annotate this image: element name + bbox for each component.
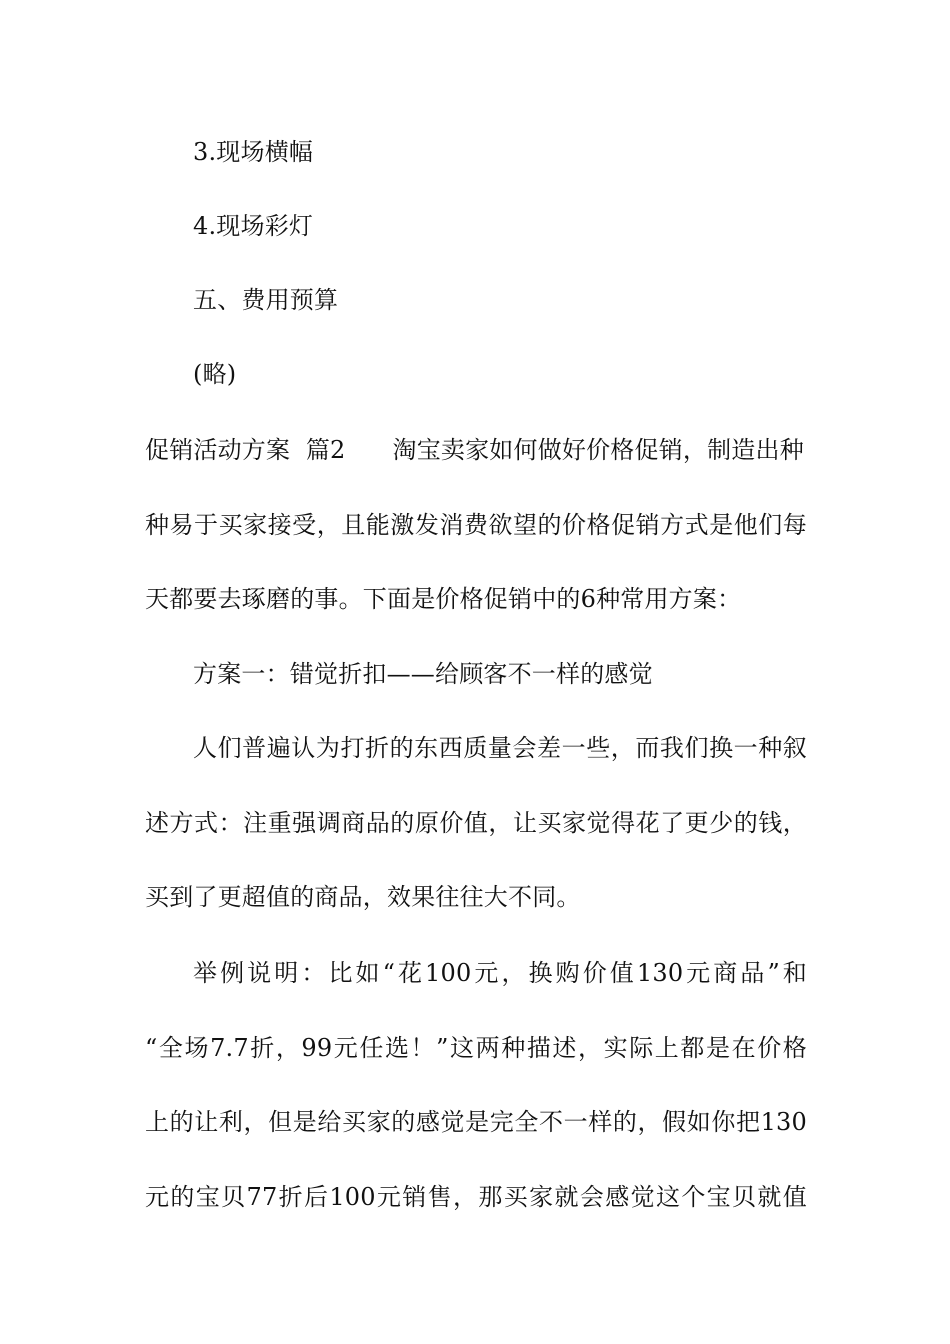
paragraph-line: 人们普遍认为打折的东西质量会差一些，而我们换一种叙 (193, 734, 807, 762)
budget-omitted-note: (略) (193, 360, 237, 388)
paragraph-line: 上的让利，但是给买家的感觉是完全不一样的，假如你把130 (145, 1108, 807, 1136)
paragraph-line: 买到了更超值的商品，效果往往大不同。 (145, 883, 581, 911)
paragraph-line: 促销活动方案 篇2 淘宝卖家如何做好价格促销，制造出种 (145, 436, 804, 464)
paragraph-line: 天都要去琢磨的事。下面是价格促销中的6种常用方案： (145, 585, 742, 613)
plan-heading: 方案一：错觉折扣——给顾客不一样的感觉 (193, 660, 653, 688)
paragraph-line: 元的宝贝77折后100元销售，那买家就会感觉这个宝贝就值 (145, 1183, 807, 1211)
list-item-lights: 4.现场彩灯 (193, 212, 314, 240)
paragraph-line: 种易于买家接受，且能激发消费欲望的价格促销方式是他们每 (145, 511, 807, 539)
paragraph-line: 举例说明：比如“花100元，换购价值130元商品”和 (193, 959, 807, 987)
section-heading-budget: 五、费用预算 (193, 286, 339, 314)
paragraph-line: 述方式：注重强调商品的原价值，让买家觉得花了更少的钱， (145, 809, 807, 837)
list-item-banner: 3.现场横幅 (193, 138, 314, 166)
paragraph-line: “全场7.7折，99元任选！”这两种描述，实际上都是在价格 (145, 1034, 807, 1062)
